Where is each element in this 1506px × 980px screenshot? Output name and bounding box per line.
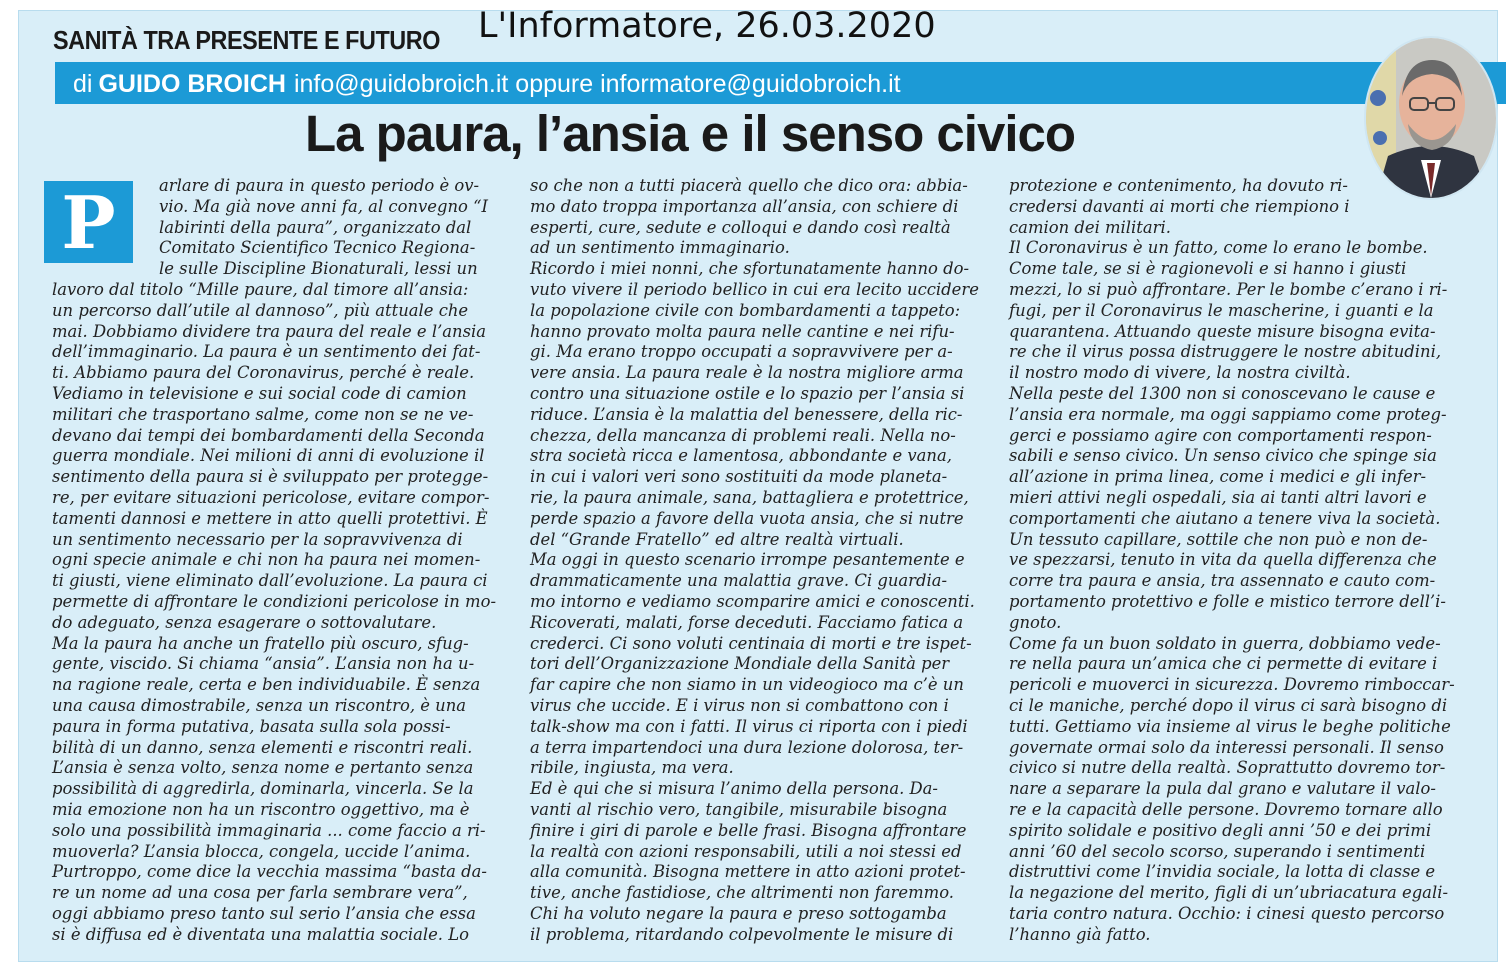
author-photo xyxy=(1366,38,1496,198)
article-column-1-body: lavoro dal titolo “Mille paure, dal timore all’ansia: un percorso dall’utile al dannoso”, più attuale che mai. Dobbiamo dividere tra paura del reale e l’ansia dell’immaginario. La paura è un sentimento dei fat- ti. Abbiamo paura del Coronavirus, perché è reale. Vediamo in televisione e sui social code di camion militari che trasportano salme, come non se ne ve- devano dai tempi dei bombardamenti della Seconda guerra mondiale. Nei milioni di anni di evoluzione il sentimento della paura si è sviluppato per protegge- re, per evitare situazioni pericolose, evitare compor- tamenti dannosi e mettere in atto quelli protettivi. È un sentimento necessario per la sopravvivenza di ogni specie animale e chi non ha paura nei momen- ti giusti, viene eliminato dall’evoluzione. La paura ci permette di affrontare le condizioni pericolose in mo- do adeguato, senza esagerare o sottovalutare. Ma la paura ha anche un fratello più oscuro, sfug- gente, viscido. Si chiama “ansia”. L’ansia non ha u- na ragione reale, certa e ben individuabile. È senza una causa dimostrabile, senza un riscontro, è una paura in forma putativa, basata sulla sola possi- bilità di un danno, senza elementi e riscontri reali. L’ansia è senza volto, senza nome e pertanto senza possibilità di aggredirla, dominarla, vincerla. Se la mia emozione non ha un riscontro oggettivo, ma è solo una possibilità immaginaria ... come faccio a ri- muoverla? L’ansia blocca, congela, uccide l’anima. Purtroppo, come dice la vecchia massima “basta da- re un nome ad una cosa per farla sembrare vera”, oggi abbiamo preso tanto sul serio l’ansia che essa si è diffusa ed è diventata una malattia sociale. Lo xyxy=(52,279,496,944)
author-bar xyxy=(55,62,1506,104)
author-contacts: info@guidobroich.it oppure informatore@guidobroich.it xyxy=(293,70,901,98)
author-portrait-icon xyxy=(1366,38,1496,198)
article-column-2: so che non a tutti piacerà quello che dico ora: abbia- mo dato troppa importanza all’ansia, con schiere di esperti, cure, sedute e colloqui e dando così realtà ad un sentimento immaginario. Ricordo i miei nonni, che sfortunatamente hanno do- vuto vivere il periodo bellico in cui era lecito uccidere la popolazione civile con bombardamenti a tappeto: hanno provato molta paura nelle cantine e nei rifu- gi. Ma erano troppo occupati a sopravvivere per a- vere ansia. La paura reale è la nostra migliore arma contro una situazione ostile e lo spazio per l’ansia si riduce. L’ansia è la malattia del benessere, della ric- chezza, della mancanza di problemi reali. Nella no- stra società ricca e lamentosa, abbondante e vana, in cui i valori veri sono sostituiti da mode planeta- rie, la paura animale, sana, battagliera e protettrice, perde spazio a favore della vuota ansia, che si nutre del “Grande Fratello” ed altre realtà virtuali. Ma oggi in questo scenario irrompe pesantemente e drammaticamente una malattia grave. Ci guardia- mo intorno e vediamo scomparire amici e conoscenti. Ricoverati, malati, forse deceduti. Facciamo fatica a crederci. Ci sono voluti centinaia di morti e tre ispet- tori dell’Organizzazione Mondiale della Sanità per far capire che non siamo in un videogioco ma c’è un virus che uccide. E i virus non si combattono con i talk-show ma con i fatti. Il virus ci riporta con i piedi a terra impartendoci una dura lezione dolorosa, ter- ribile, ingiusta, ma vera. Ed è qui che si misura l’animo della persona. Da- vanti al rischio vero, tangibile, misurabile bisogna finire i giri di parole e belle frasi. Bisogna affrontare la realtà con azioni responsabili, utili a noi stessi ed alla comunità. Bisogna mettere in atto azioni protet- tive, anche fastidiose, che altrimenti non faremmo. Chi ha voluto negare la paura e preso sottogamba il problema, ritardando colpevolmente le misure di xyxy=(530,176,979,944)
article-column-1-lead: arlare di paura in questo periodo è ov- vio. Ma già nove anni fa, al convegno “I labirinti della paura”, organizzato dal Comitato Scientifico Tecnico Regiona- le sulle Discipline Bionaturali, lessi un xyxy=(159,176,488,279)
headline: La paura, l’ansia e il senso civico xyxy=(304,105,1076,162)
article-column-3: protezione e contenimento, ha dovuto ri- credersi davanti ai morti che riempiono i camion dei militari. Il Coronavirus è un fatto, come lo erano le bombe. Come tale, se si è ragionevoli e si hanno i giusti mezzi, lo si può affrontare. Per le bombe c’erano i ri- fugi, per il Coronavirus le mascherine, i guanti e la quarantena. Attuando queste misure bisogna evita- re che il virus possa distruggere le nostre abitudini, il nostro modo di vivere, la nostra civiltà. Nella peste del 1300 non si conoscevano le cause e l’ansia era normale, ma oggi sappiamo come proteg- gerci e possiamo agire con comportamenti respon- sabili e senso civico. Un senso civico che spinge sia all’azione in prima linea, come i medici e gli infer- mieri attivi negli ospedali, sia ai tanti altri lavori e comportamenti che aiutano a tenere viva la società. Un tessuto capillare, sottile che non può e non de- ve spezzarsi, tenuto in vita da quella differenza che corre tra paura e ansia, tra assennato e cauto com- portamento protettivo e folle e mistico terrore dell’i- gnoto. Come fa un buon soldato in guerra, dobbiamo vede- re nella paura un’amica che ci permette di evitare i pericoli e muoverci in sicurezza. Dovremo rimboccar- ci le maniche, perché dopo il virus ci sarà bisogno di tutti. Gettiamo via insieme al virus le beghe politiche governate ormai solo da interessi personali. Il senso civico si nutre della realtà. Soprattutto dovremo tor- nare a separare la pula dal grano e valutare il valo- re e la capacità delle persone. Dovremo tornare allo spirito solidale e positivo degli anni ’50 e dei primi anni ’60 del secolo scorso, superando i sentimenti distruttivi come l’invidia sociale, la lotta di classe e la negazione del merito, figli di un’ubriacatura egali- taria contro natura. Occhio: i cinesi questo percorso l’hanno già fatto. xyxy=(1009,176,1455,944)
section-title: SANITÀ TRA PRESENTE E FUTURO xyxy=(53,25,440,55)
publication-date: L'Informatore, 26.03.2020 xyxy=(478,6,936,46)
author-prefix: di xyxy=(73,70,93,98)
drop-cap: P xyxy=(44,181,133,263)
author-name: GUIDO BROICH xyxy=(98,70,286,98)
article-column-1 xyxy=(52,176,496,945)
